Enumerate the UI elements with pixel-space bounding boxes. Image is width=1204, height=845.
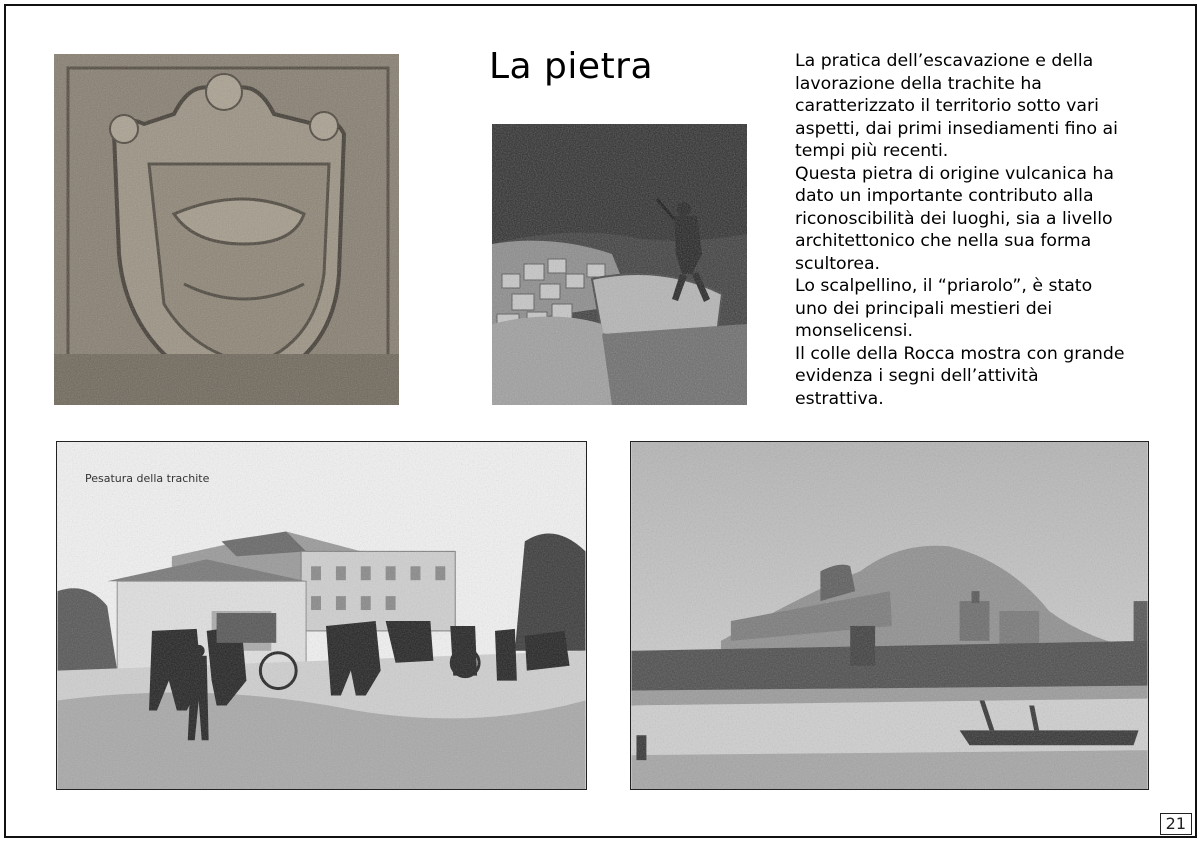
coat-of-arms-photo	[54, 54, 399, 405]
paragraph-4: Il colle della Rocca mostra con grande evidenza i segni dell’attività estrattiva.	[795, 343, 1125, 409]
weighing-station-icon	[57, 442, 586, 789]
paragraph-2: Questa pietra di origine vulcanica ha dato un importante contributo alla riconoscibilità dei luoghi, sia a livello architettonico che nella sua forma scultorea.	[795, 163, 1114, 274]
weighing-station-photo	[56, 441, 587, 790]
page-title: La pietra	[489, 46, 654, 87]
quarry-worker-photo	[492, 124, 747, 405]
body-text	[795, 50, 1130, 410]
paragraph-3: Lo scalpellino, il “priarolo”, è stato uno dei principali mestieri dei monselicensi.	[795, 276, 1093, 341]
weighing-station-caption: Pesatura della trachite	[85, 472, 210, 485]
rocca-hill-engraving	[630, 441, 1149, 790]
coat-of-arms-icon	[54, 54, 399, 405]
rocca-hill-icon	[631, 442, 1148, 789]
quarry-worker-icon	[492, 124, 747, 405]
paragraph-1: La pratica dell’escavazione e della lavorazione della trachite ha caratterizzato il territorio sotto vari aspetti, dai primi insediamenti fino ai tempi più recenti.	[795, 51, 1118, 161]
page-number: 21	[1160, 813, 1192, 835]
